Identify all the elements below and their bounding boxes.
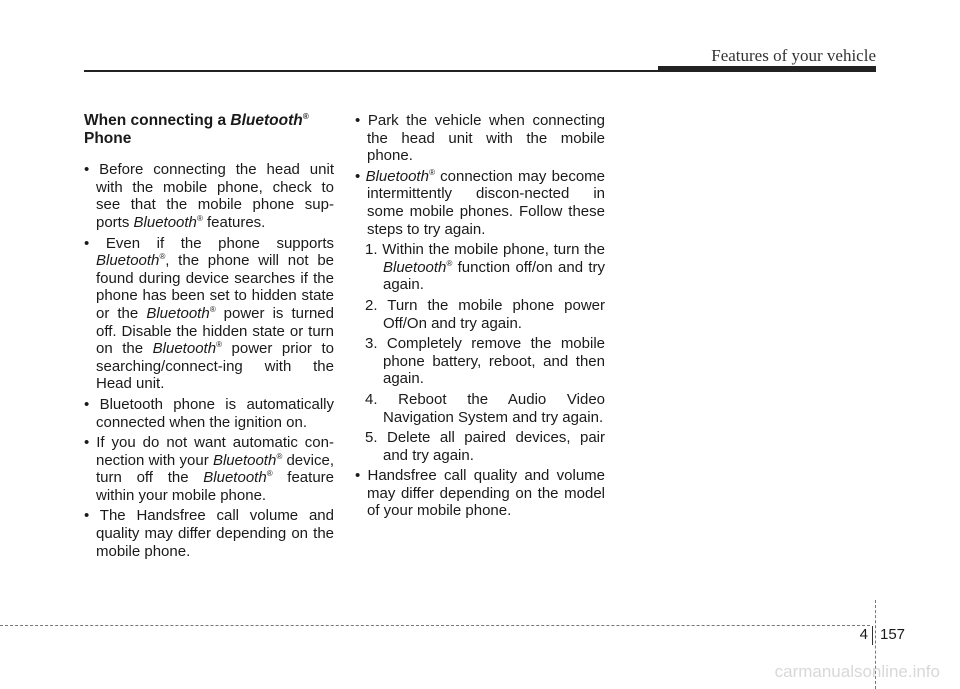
bullet-disable-auto: • If you do not want automatic con-nection with your Bluetooth® device, turn off the Bluetooth® feature within your mobile phone. (84, 434, 334, 504)
bullet-intermittent: • Bluetooth® connection may become intermittently discon-nected in some mobile phones. Follow these steps to try again. (355, 167, 606, 238)
bullet-auto-connect: • Bluetooth phone is automatically connected when the ignition on. (84, 395, 334, 431)
watermark: carmanualsonline.info (774, 662, 940, 681)
footer-separator (872, 626, 873, 645)
section-heading: When connecting a Bluetooth® Phone (84, 112, 309, 147)
step-5: 5. Delete all paired devices, pair and try again. (365, 429, 605, 464)
bullet-check-support: • Before connecting the head unit with the mobile phone, check to see that the mobile phone sup-ports Bluetooth® features. (84, 161, 334, 231)
bullet-handsfree-quality: • Handsfree call quality and volume may differ depending on the model of your mobile phone. (355, 467, 605, 520)
page-header-title: Features of your vehicle (711, 46, 876, 65)
step-4: 4. Reboot the Audio Video Navigation System and try again. (365, 390, 605, 426)
header-rule-accent (658, 66, 876, 72)
bullet-call-volume: • The Handsfree call volume and quality may differ depending on the mobile phone. (84, 507, 334, 560)
page-number: 157 (880, 626, 906, 643)
footer-rule (0, 625, 870, 626)
bullet-park-vehicle: • Park the vehicle when connecting the head unit with the mobile phone. (355, 112, 605, 165)
right-column (355, 112, 605, 523)
step-2: 2. Turn the mobile phone power Off/On and try again. (365, 296, 605, 332)
chapter-number: 4 (859, 626, 868, 643)
step-3: 3. Completely remove the mobile phone battery, reboot, and then again. (365, 335, 605, 388)
left-column (84, 112, 334, 563)
bullet-hidden-state: • Even if the phone supports Bluetooth®, the phone will not be found during device searches if the phone has been set to hidden state or the Bluetooth® power is turned off. Disable the hidden state or turn on the Bluetooth® power prior to searching/connect-ing with the Head unit. (84, 234, 334, 393)
step-1: 1. Within the mobile phone, turn the Bluetooth® function off/on and try again. (365, 241, 605, 294)
